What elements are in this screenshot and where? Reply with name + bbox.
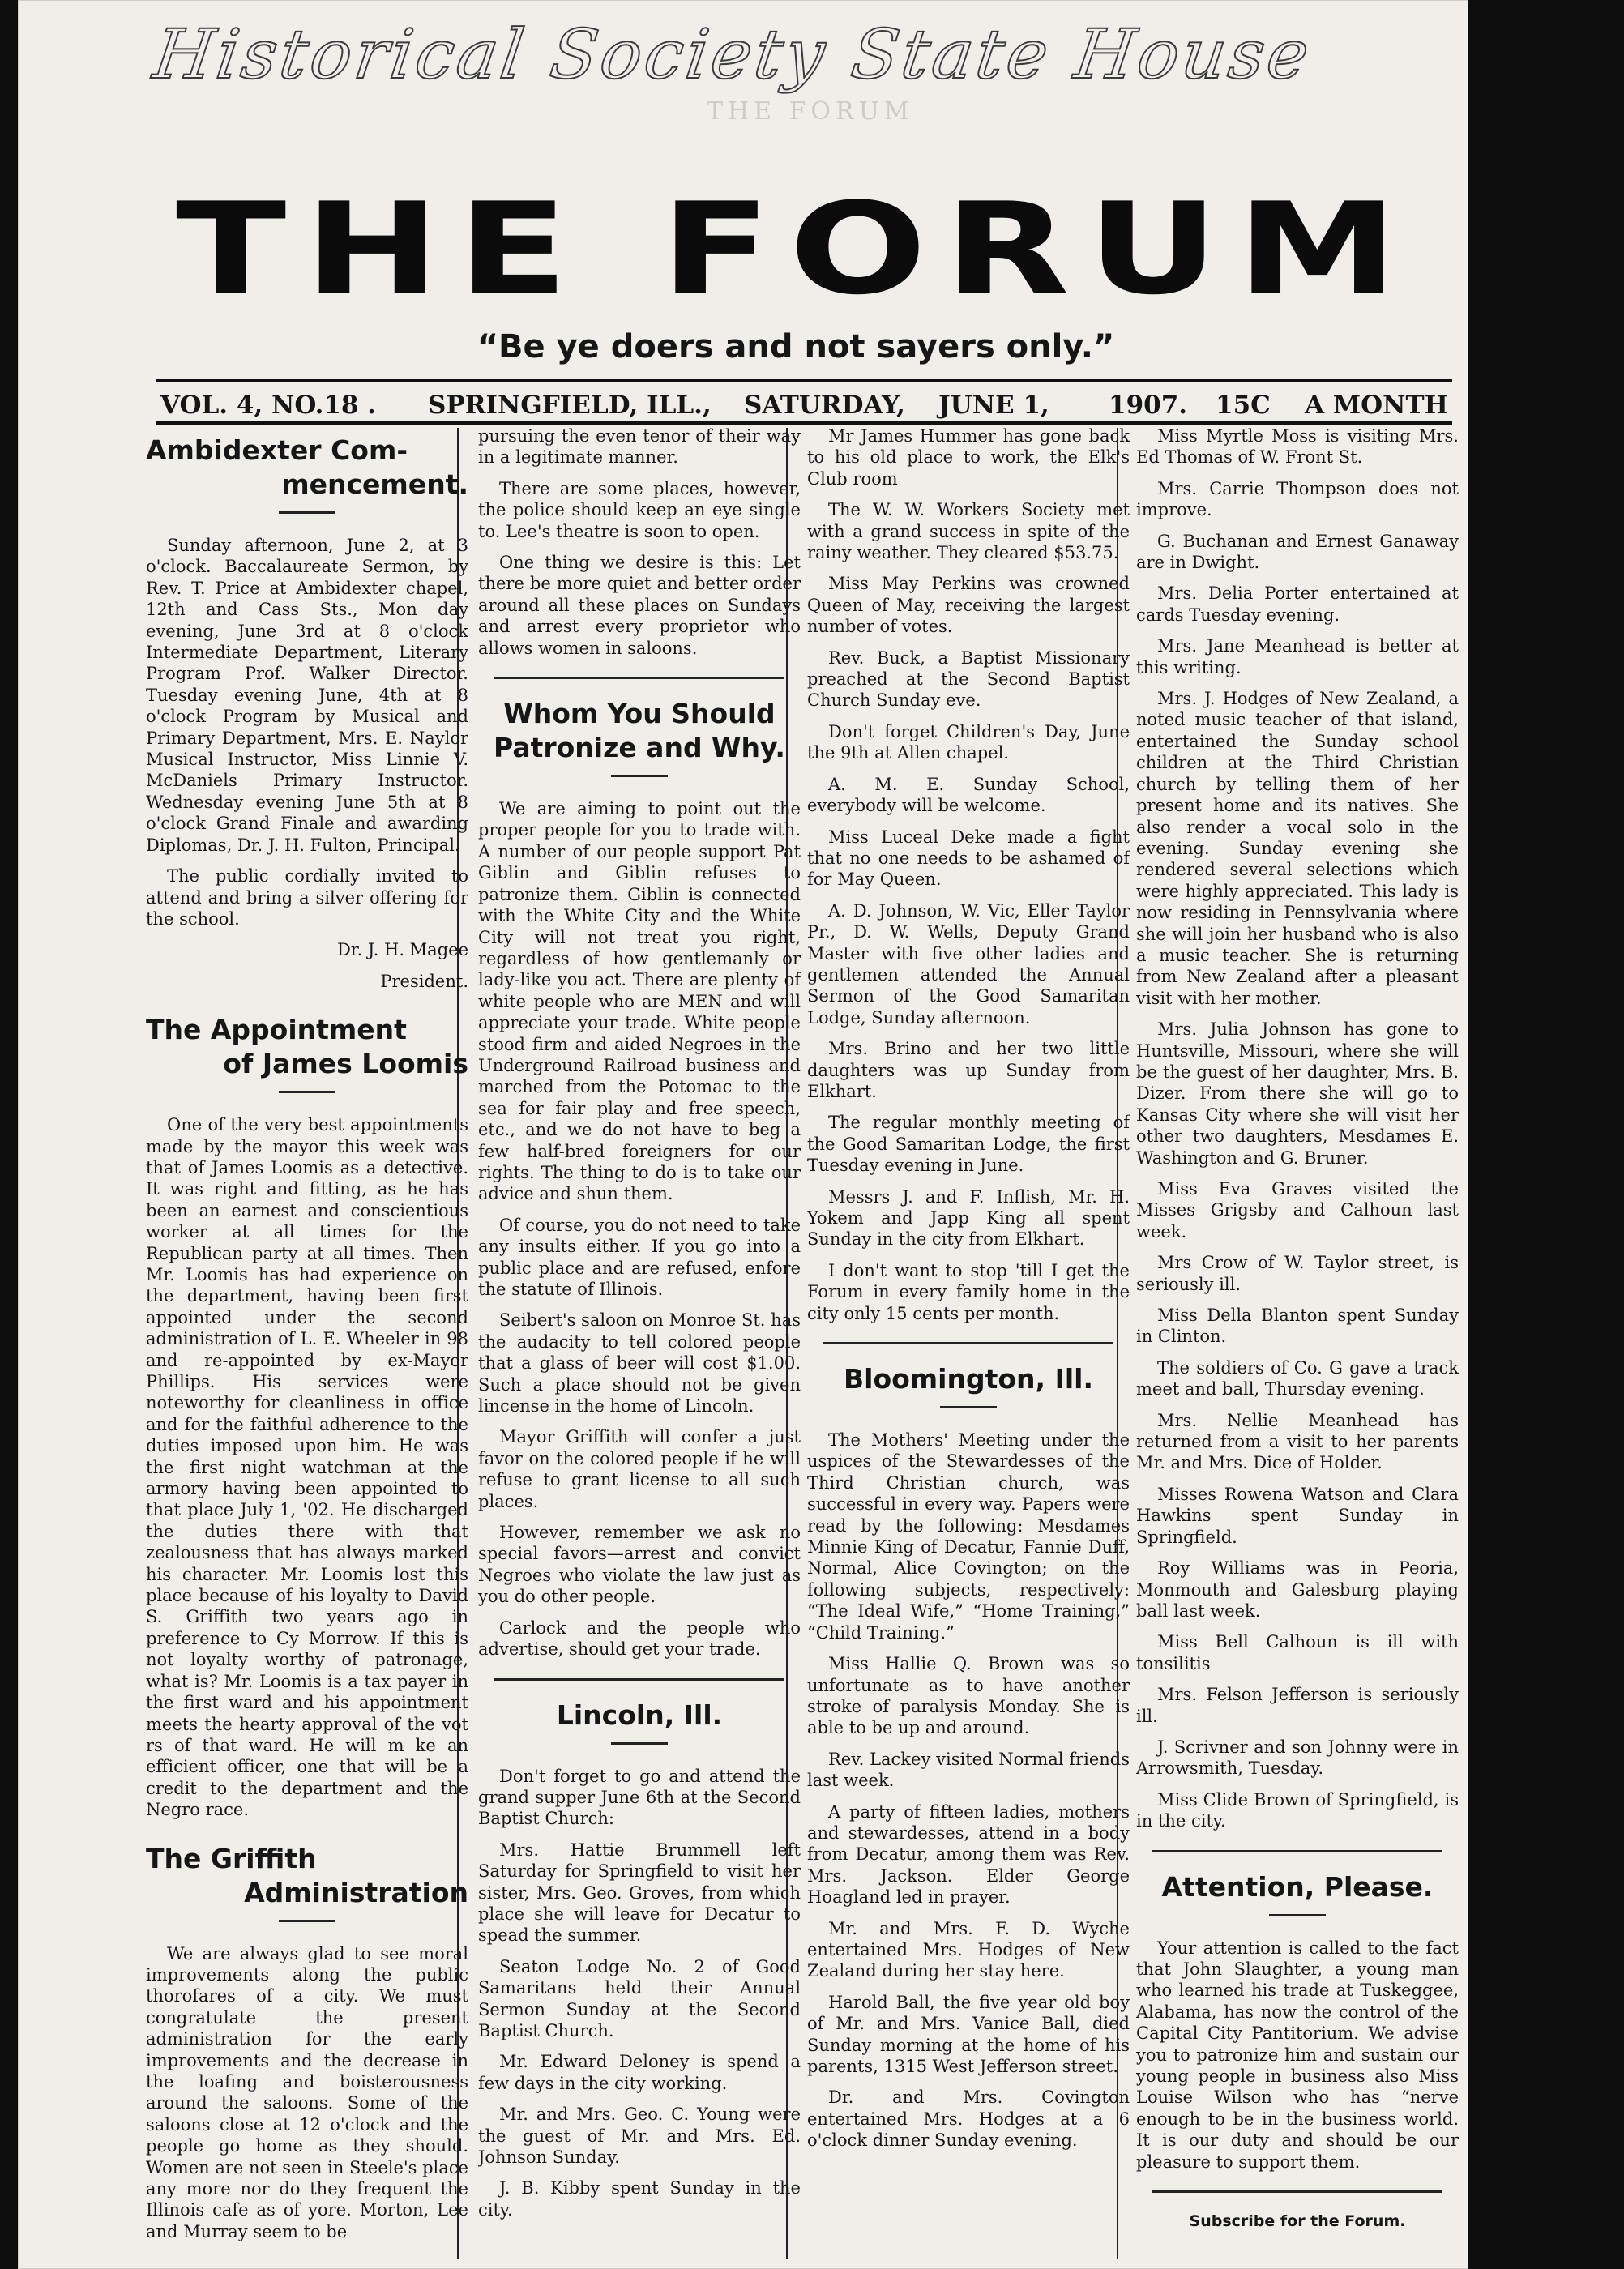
article-paragraph: Mrs. Brino and her two little daughters was up Sunday from Elkhart. [807,1039,1130,1101]
column-1 [146,425,468,2257]
headline-griffith: The Griffith Administration [146,1842,468,1908]
top-rule [156,379,1452,382]
article-paragraph: Mrs. Nellie Meanhead has returned from a visit to her parents Mr. and Mrs. Dice of Holder. [1136,1410,1459,1473]
dateline-rule [156,421,1452,425]
article-paragraph: The regular monthly meeting of the Good Samaritan Lodge, the first Tuesday evening in June. [807,1113,1130,1176]
article-paragraph: Your attention is called to the fact that John Slaughter, a young man who learned his trade at Tuskeggee, Alabama, has now the control of the Capital City Pantitorium. We advise you to patronize him and sustain our young people in business also Miss Louise Wilson who has “nerve enough to be in the business world. It is our duty and should be our pleasure to support them. [1136,1938,1459,2172]
article-paragraph: Harold Ball, the five year old boy of Mr. and Mrs. Vanice Ball, died Sunday morning at the home of his parents, 1315 West Jefferson street. [807,1992,1130,2076]
article-paragraph: Mrs. Jane Meanhead is better at this writing. [1136,636,1459,677]
article-paragraph: We are always glad to see moral improvements along the public thorofares of a city. We must congratulate the present administration for the early improvements and the decrease in the loafing and boisterousness around the saloons. Some of the saloons close at 12 o'clock and the people go home as they should. Women are not seen in Steele's place any more nor do they frequent the Illinois cafe as of yore. Morton, Lee and Murray seem to be [146,1943,468,2241]
article-paragraph: Messrs J. and F. Inflish, Mr. H. Yokem and Japp King all spent Sunday in the city from Elkhart. [807,1186,1130,1250]
day: SATURDAY, [744,391,905,420]
headline-ambidexter: Ambidexter Com- mencement. [146,434,468,500]
article-paragraph: We are aiming to point out the proper people for you to trade with. A number of our people support Pat Giblin and Giblin refuses to patronize them. Giblin is connected with the White City and the White City will not treat you right, regardless of how gentlemanly or lady-like you act. There are plenty of white people who are MEN and will appreciate your trade. White people stood firm and aided Negroes in the Underground Railroad business and marched from the Potomac to the sea for fair play and free speech, etc., and we do not have to beg a few half-bred foreigners for our rights. The thing to do is to take our advice and shun them. [478,799,801,1204]
article-paragraph: Mr. and Mrs. F. D. Wyche entertained Mrs. Hodges of New Zealand during her stay here. [807,1918,1130,1981]
subscribe-notice: Subscribe for the Forum. [1189,2212,1406,2231]
separator [279,1920,335,1922]
headline-bloomington: Bloomington, Ill. [843,1363,1094,1395]
article-paragraph: Mayor Griffith will confer a just favor on the colored people if he will refuse to grant license to all such places. [478,1427,801,1511]
article-paragraph: Carlock and the people who advertise, should get your trade. [478,1617,801,1660]
article-paragraph: Mr James Hummer has gone back to his old place to work, the Elk's Club room [807,426,1130,489]
masthead-title: THE FORUM [175,175,1417,323]
article-paragraph: However, remember we ask no special favors—arrest and convict Negroes who violate the law just as you do other people. [478,1523,801,1607]
headline-lincoln: Lincoln, Ill. [556,1699,723,1731]
article-paragraph: Of course, you do not need to take any insults either. If you go into a public place and are refused, enfore the statute of Illinois. [478,1215,801,1299]
article-paragraph: A. M. E. Sunday School, everybody will be welcome. [807,774,1130,816]
column-4 [1136,425,1459,2257]
price: 15C [1216,391,1271,420]
separator [279,1091,335,1093]
signature: Dr. J. H. Magee [336,940,468,960]
article-paragraph: A party of fifteen ladies, mothers and stewardesses, attend in a body from Decatur, among them was Rev. Mrs. Jackson. Elder George Hoagland led in prayer. [807,1801,1130,1908]
separator [611,1742,668,1745]
article-paragraph: Sunday afternoon, June 2, at 3 o'clock. Baccalaureate Sermon, by Rev. T. Price at Ambidexter chapel, 12th and Cass Sts., Mon day evening, June 3rd at 8 o'clock Intermediate Department, Literary Program Prof. Walker Director. Tuesday evening June, 4th at 8 o'clock Program by Musical and Primary Department, Mrs. E. Naylor Musical Instructor, Miss Linnie V. McDaniels Primary Instructor. Wednesday evening June 5th at 8 o'clock Grand Finale and awarding Diplomas, Dr. J. H. Fulton, Principal. [146,536,468,855]
handwritten-annotation: Historical Society State House [148,15,1317,94]
article-paragraph: G. Buchanan and Ernest Ganaway are in Dwight. [1136,531,1459,573]
article-paragraph: Seibert's saloon on Monroe St. has the audacity to tell colored people that a glass of beer will cost $1.00. Such a place should not be given lincense in the home of Lincoln. [478,1310,801,1417]
article-paragraph: Mr. Edward Deloney is spend a few days in the city working. [478,2052,801,2093]
separator [611,775,668,777]
article-paragraph: Mrs. Hattie Brummell left Saturday for Springfield to visit her sister, Mrs. Geo. Groves, from which place she will leave for Decatur to spead the summer. [478,1840,801,1946]
article-paragraph: One thing we desire is this: Let there be more quiet and better order around all these places on Sundays and arrest every proprietor who allows women in saloons. [478,553,801,658]
article-paragraph: The W. W. Workers Society met with a grand success in spite of the rainy weather. They cleared $53.75. [807,500,1130,563]
article-paragraph: Miss Luceal Deke made a fight that no one needs to be ashamed of for May Queen. [807,827,1130,890]
newspaper-page [18,0,1468,2269]
article-paragraph: Seaton Lodge No. 2 of Good Samaritans held their Annual Sermon Sunday at the Second Baptist Church. [478,1956,801,2040]
article-paragraph: Miss Eva Graves visited the Misses Grigsby and Calhoun last week. [1136,1179,1459,1241]
article-paragraph: Mrs. Felson Jefferson is seriously ill. [1136,1685,1459,1726]
article-paragraph: One of the very best appointments made by the mayor this week was that of James Loomis as a detective. It was right and fitting, as he has been an earnest and conscientious worker at all times for the Republican party at all times. Then Mr. Loomis has had experience on the department, having been first appointed under the second administration of L. E. Wheeler in 98 and re-appointed by ex-Mayor Phillips. His services were noteworthy for cleanliness in office and for the faithful adherence to the duties imposed upon him. He was the first night watchman at the armory having been appointed to that place July 1, '02. He discharged the duties there with that zealousness that has always marked his character. Mr. Loomis lost this place because of his loyalty to David S. Griffith two years ago in preference to Cy Morrow. If this is not loyalty worthy of patronage, what is? Mr. Loomis is a tax payer in the first ward and his appointment meets the hearty approval of the vot rs of that ward. He will m ke an efficient officer, one that will be a credit to the department and the Negro race. [146,1115,468,1820]
article-paragraph: Mrs. Delia Porter entertained at cards Tuesday evening. [1136,583,1459,625]
article-paragraph: J. B. Kibby spent Sunday in the city. [478,2178,801,2220]
section-rule [1152,2190,1442,2193]
bleed-through-text: THE FORUM [707,97,914,126]
article-paragraph: Rev. Buck, a Baptist Missionary preached at the Second Baptist Church Sunday eve. [807,647,1130,711]
article-paragraph: The Mothers' Meeting under the uspices of the Stewardesses of the Third Christian church, was successful in every way. Papers were read by the following: Mesdames Minnie King of Decatur, Fannie Duff, Normal, Alice Covington; on the following subjects, respectively: “The Ideal Wife,” “Home Training,” “Child Training.” [807,1430,1130,1643]
date: JUNE 1, [938,391,1049,420]
article-paragraph: Miss Bell Calhoun is ill with tonsilitis [1136,1632,1459,1673]
separator [279,511,335,514]
article-paragraph: Don't forget Children's Day, June the 9th at Allen chapel. [807,721,1130,763]
article-paragraph: Mr. and Mrs. Geo. C. Young were the guest of Mr. and Mrs. Ed. Johnson Sunday. [478,2104,801,2167]
column-3 [807,425,1130,2257]
article-paragraph: pursuing the even tenor of their way in a legitimate manner. [478,426,801,468]
article-paragraph: Don't forget to go and attend the grand supper June 6th at the Second Baptist Church: [478,1766,801,1829]
signature-title: President. [380,971,468,991]
article-paragraph: Mrs. Carrie Thompson does not improve. [1136,478,1459,520]
article-paragraph: Miss Myrtle Moss is visiting Mrs. Ed Thomas of W. Front St. [1136,426,1459,468]
headline-whom-you-should-patronize: Whom You Should Patronize and Why. [494,698,785,764]
article-paragraph: Rev. Lackey visited Normal friends last week. [807,1749,1130,1791]
volume-number: VOL. 4, NO.18 . [160,391,377,420]
article-paragraph: Mrs. Julia Johnson has gone to Huntsville, Missouri, where she will be the guest of her daughter, Mrs. B. Dizer. From there she will go to Kansas City where she will visit her other two daughters, Mesdames E. Washington and G. Bruner. [1136,1019,1459,1168]
column-2 [478,425,801,2257]
year: 1907. [1109,391,1188,420]
article-paragraph: The public cordially invited to attend and bring a silver offering for the school. [146,866,468,929]
article-paragraph: Roy Williams was in Peoria, Monmouth and Galesburg playing ball last week. [1136,1558,1459,1621]
separator [1269,1914,1326,1916]
article-paragraph: Miss Hallie Q. Brown was so unfortunate as to have another stroke of paralysis Monday. She is able to be up and around. [807,1654,1130,1738]
article-paragraph: I don't want to stop 'till I get the Forum in every family home in the city only 15 cents per month. [807,1260,1130,1323]
article-paragraph: Misses Rowena Watson and Clara Hawkins spent Sunday in Springfield. [1136,1484,1459,1547]
article-paragraph: Mrs Crow of W. Taylor street, is seriously ill. [1136,1253,1459,1294]
headline-appointment: The Appointment of James Loomis [146,1014,468,1080]
article-paragraph: Dr. and Mrs. Covington entertained Mrs. Hodges at a 6 o'clock dinner Sunday evening. [807,2087,1130,2151]
article-paragraph: Mrs. J. Hodges of New Zealand, a noted music teacher of that island, entertained the Sunday school children at the Third Christian church by telling them of her present home and its natives. She also render a vocal solo in the evening. Sunday evening she rendered several selections which were highly appreciated. This lady is now residing in Pennsylvania where she will join her husband who is also a music teacher. She is returning from New Zealand after a pleasant visit with her mother. [1136,689,1459,1008]
section-rule [494,1678,784,1681]
separator [940,1406,997,1408]
headline-attention-please: Attention, Please. [1161,1870,1434,1903]
article-paragraph: Miss Clide Brown of Springfield, is in the city. [1136,1789,1459,1831]
article-paragraph: Miss Della Blanton spent Sunday in Clinton. [1136,1305,1459,1347]
article-paragraph: The soldiers of Co. G gave a track meet and ball, Thursday evening. [1136,1357,1459,1399]
article-paragraph: Miss May Perkins was crowned Queen of May, receiving the largest number of votes. [807,574,1130,637]
motto: “Be ye doers and not sayers only.” [477,328,1115,365]
section-rule [823,1342,1113,1344]
article-paragraph: J. Scrivner and son Johnny were in Arrowsmith, Tuesday. [1136,1737,1459,1779]
article-paragraph: A. D. Johnson, W. Vic, Eller Taylor Pr., D. W. Wells, Deputy Grand Master with five other ladies and gentlemen attended the Annual Sermon of the Good Samaritan Lodge, Sunday afternoon. [807,900,1130,1028]
section-rule [1152,1850,1442,1852]
price-period: A MONTH [1305,391,1448,420]
section-rule [494,677,784,679]
article-paragraph: There are some places, however, the police should keep an eye single to. Lee's theatre is soon to open. [478,478,801,541]
place: SPRINGFIELD, ILL., [428,391,712,420]
